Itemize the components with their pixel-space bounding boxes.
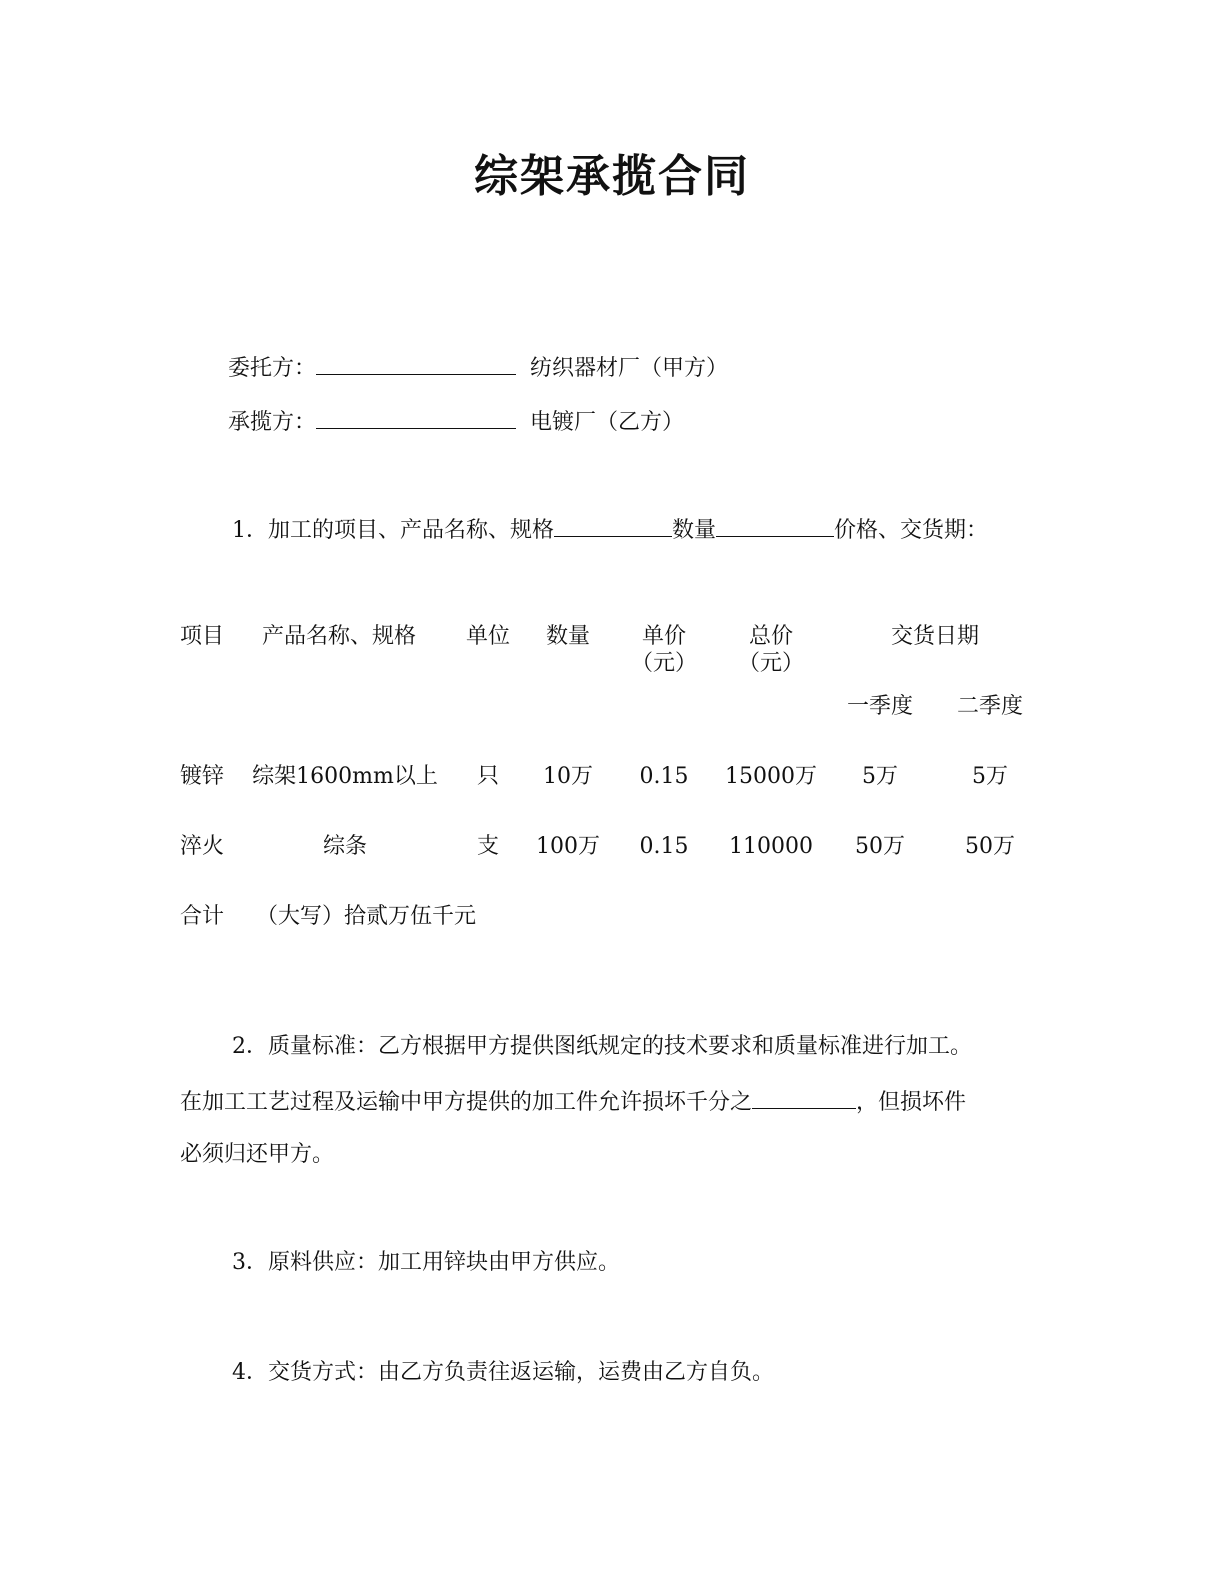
spec-blank	[554, 514, 672, 537]
sum-value: （大写）拾贰万伍千元	[256, 904, 477, 929]
contractor-blank	[316, 406, 516, 429]
clause-1	[232, 514, 988, 546]
clause-1-text-b: 数量	[672, 518, 717, 543]
header-item: 项目	[180, 624, 225, 649]
clause-2-text-a: 在加工工艺过程及运输中甲方提供的加工件允许损坏千分之	[180, 1090, 753, 1115]
clause-2-line-1: 2．质量标准：乙方根据甲方提供图纸规定的技术要求和质量标准进行加工。	[232, 1034, 972, 1059]
row-2-qty: 100万	[536, 834, 600, 859]
row-1-item: 镀锌	[180, 764, 225, 789]
row-1-unit: 只	[476, 764, 499, 789]
row-2-total: 110000	[729, 834, 813, 859]
header-q2: 二季度	[956, 694, 1023, 719]
client-label: 委托方：	[228, 356, 317, 381]
row-2-unit: 支	[476, 834, 499, 859]
row-2-price: 0.15	[639, 834, 689, 859]
clause-2-line-3: 必须归还甲方。	[180, 1142, 335, 1167]
clause-4: 4．交货方式：由乙方负责往返运输，运费由乙方自负。	[232, 1360, 774, 1385]
row-1-q1: 5万	[862, 764, 898, 789]
row-1-qty: 10万	[543, 764, 593, 789]
header-unit-price: 单价	[641, 624, 686, 649]
damage-rate-blank	[752, 1086, 856, 1109]
header-total-unit: （元）	[737, 651, 804, 676]
quantity-blank	[716, 514, 834, 537]
document-title: 综架承揽合同	[474, 151, 750, 202]
row-2-name: 综条	[322, 834, 367, 859]
header-unit: 单位	[465, 624, 510, 649]
client-line	[228, 352, 728, 384]
row-1-total: 15000万	[725, 764, 817, 789]
row-1-name: 综架1600mm以上	[252, 764, 438, 789]
clause-3: 3．原料供应：加工用锌块由甲方供应。	[232, 1250, 620, 1275]
row-1-price: 0.15	[639, 764, 689, 789]
contractor-label: 承揽方：	[228, 410, 317, 435]
row-1-q2: 5万	[972, 764, 1008, 789]
header-total: 总价	[748, 624, 793, 649]
client-blank	[316, 352, 516, 375]
clause-2-text-b: ，但损坏件	[856, 1090, 967, 1115]
row-2-q1: 50万	[855, 834, 905, 859]
client-name: 纺织器材厂（甲方）	[530, 356, 729, 381]
row-2-q2: 50万	[965, 834, 1015, 859]
clause-1-text-c: 价格、交货期：	[834, 518, 989, 543]
header-qty: 数量	[545, 624, 590, 649]
header-delivery-date: 交货日期	[890, 624, 979, 649]
header-q1: 一季度	[846, 694, 913, 719]
contractor-line	[228, 406, 684, 438]
row-2-item: 淬火	[180, 834, 225, 859]
clause-1-text-a: 1．加工的项目、产品名称、规格	[232, 518, 554, 543]
sum-label: 合计	[180, 904, 225, 929]
contractor-name: 电镀厂（乙方）	[530, 410, 685, 435]
clause-2-line-2	[180, 1086, 1030, 1118]
header-name-spec: 产品名称、规格	[262, 624, 417, 649]
header-unit-price-unit: （元）	[630, 651, 697, 676]
